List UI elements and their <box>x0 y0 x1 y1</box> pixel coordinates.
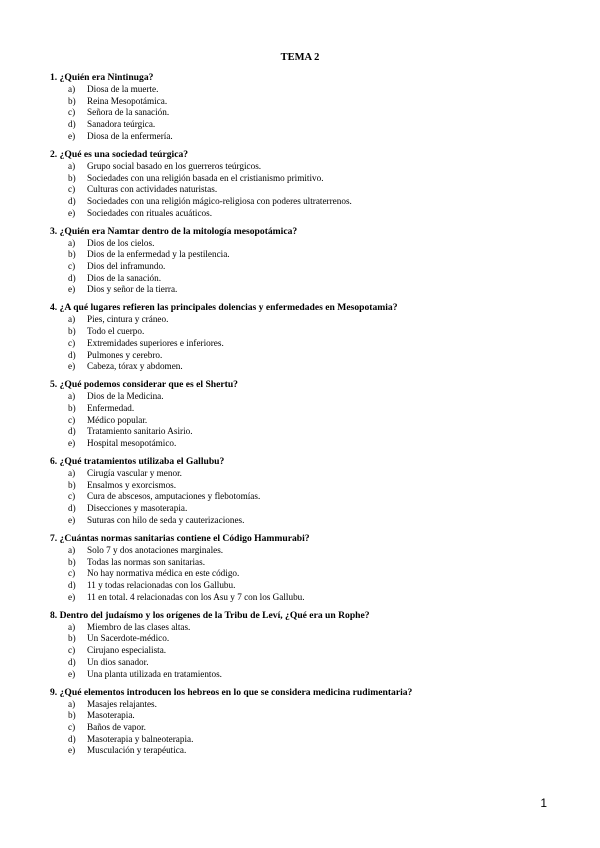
option-letter: e) <box>68 361 76 372</box>
option-letter: a) <box>68 84 76 94</box>
answer-option <box>50 699 570 711</box>
option-text: Sociedades con rituales acuáticos. <box>87 207 213 218</box>
answer-option <box>50 468 570 480</box>
answer-option <box>50 438 570 450</box>
question-block <box>50 149 570 220</box>
answer-options <box>50 622 570 681</box>
answer-option <box>50 273 570 285</box>
option-text: Señora de la sanación. <box>87 107 170 118</box>
option-text: Pies, cintura y cráneo. <box>87 314 169 325</box>
question-block <box>50 379 570 450</box>
option-letter: d) <box>68 733 76 744</box>
answer-option <box>50 184 570 196</box>
answer-option <box>50 722 570 734</box>
option-letter: d) <box>68 349 76 360</box>
question-block <box>50 533 570 604</box>
question-block <box>50 456 570 527</box>
option-letter: b) <box>68 633 76 644</box>
answer-option <box>50 173 570 185</box>
option-letter: d) <box>68 503 76 514</box>
answer-option <box>50 261 570 273</box>
option-letter: e) <box>68 130 76 141</box>
option-text: Masoterapia. <box>87 710 135 721</box>
option-text: Grupo social basado en los guerreros teúrgicos. <box>87 160 262 171</box>
option-letter: a) <box>68 160 76 171</box>
option-letter: c) <box>68 491 76 502</box>
document-title: TEMA 2 <box>280 52 320 63</box>
answer-option <box>50 403 570 415</box>
option-letter: a) <box>68 621 76 632</box>
option-text: Médico popular. <box>87 414 148 425</box>
option-letter: d) <box>68 195 76 206</box>
option-text: Pulmones y cerebro. <box>87 349 163 360</box>
option-text: Un dios sanador. <box>87 656 149 667</box>
option-letter: c) <box>68 337 76 348</box>
option-letter: a) <box>68 391 76 402</box>
answer-option <box>50 284 570 296</box>
option-letter: c) <box>68 645 76 656</box>
answer-options <box>50 84 570 143</box>
answer-option <box>50 161 570 173</box>
option-letter: a) <box>68 314 76 325</box>
answer-option <box>50 119 570 131</box>
answer-options <box>50 391 570 450</box>
option-text: No hay normativa médica en este código. <box>87 568 240 579</box>
option-text: Todas las normas son sanitarias. <box>87 556 206 567</box>
option-letter: e) <box>68 284 76 295</box>
option-text: Diosa de la muerte. <box>87 84 159 94</box>
answer-option <box>50 196 570 208</box>
option-text: Dios del inframundo. <box>87 261 166 272</box>
answer-option <box>50 592 570 604</box>
option-text: Cabeza, tórax y abdomen. <box>87 361 183 372</box>
option-letter: a) <box>68 544 76 555</box>
option-text: Cirujano especialista. <box>87 645 167 656</box>
question-block <box>50 302 570 373</box>
option-text: Sociedades con una religión basada en el cristianismo primitivo. <box>87 172 324 183</box>
question-text: 9. ¿Qué elementos introducen los hebreos en lo que se considera medicina rudimentaria? <box>50 686 413 698</box>
answer-options <box>50 699 570 758</box>
answer-option <box>50 568 570 580</box>
option-text: Culturas con actividades naturistas. <box>87 184 218 195</box>
answer-option <box>50 326 570 338</box>
option-letter: b) <box>68 402 76 413</box>
option-letter: e) <box>68 668 76 679</box>
option-text: Musculación y terapéutica. <box>87 745 187 756</box>
answer-option <box>50 515 570 527</box>
option-text: Un Sacerdote-médico. <box>87 633 170 644</box>
answer-option <box>50 580 570 592</box>
answer-option <box>50 361 570 373</box>
option-text: Tratamiento sanitario Asirio. <box>87 426 193 437</box>
question-block <box>50 226 570 297</box>
option-text: Dios de la Medicina. <box>87 391 164 402</box>
answer-option <box>50 131 570 143</box>
answer-option <box>50 480 570 492</box>
answer-option <box>50 107 570 119</box>
option-text: Todo el cuerpo. <box>87 326 145 337</box>
option-text: Diosa de la enfermería. <box>87 130 173 141</box>
option-text: Miembro de las clases altas. <box>87 621 191 632</box>
answer-option <box>50 633 570 645</box>
answer-option <box>50 208 570 220</box>
option-letter: d) <box>68 579 76 590</box>
option-letter: d) <box>68 272 76 283</box>
option-letter: a) <box>68 468 76 479</box>
option-letter: c) <box>68 568 76 579</box>
option-text: Dios de los cielos. <box>87 237 155 248</box>
question-list <box>50 72 570 763</box>
option-letter: d) <box>68 426 76 437</box>
option-text: Cura de abscesos, amputaciones y flebotomías. <box>87 491 261 502</box>
option-text: Enfermedad. <box>87 402 135 413</box>
question-text: 5. ¿Qué podemos considerar que es el Shertu? <box>50 379 238 391</box>
answer-option <box>50 96 570 108</box>
option-text: Solo 7 y dos anotaciones marginales. <box>87 544 224 555</box>
answer-option <box>50 545 570 557</box>
option-text: Disecciones y masoterapia. <box>87 503 188 514</box>
option-text: Sociedades con una religión mágico-religiosa con poderes ultraterrenos. <box>87 195 352 206</box>
option-text: Masajes relajantes. <box>87 698 157 709</box>
answer-options <box>50 468 570 527</box>
option-letter: b) <box>68 172 76 183</box>
option-text: 11 en total. 4 relacionadas con los Asu y 7 con los Gallubu. <box>87 591 305 602</box>
answer-option <box>50 622 570 634</box>
question-text: 1. ¿Quién era Nintinuga? <box>50 72 154 83</box>
option-letter: b) <box>68 710 76 721</box>
answer-option <box>50 491 570 503</box>
question-text: 8. Dentro del judaísmo y los orígenes de la Tribu de Leví, ¿Qué era un Rophe? <box>50 609 370 621</box>
answer-option <box>50 710 570 722</box>
answer-option <box>50 503 570 515</box>
answer-option <box>50 391 570 403</box>
answer-options <box>50 161 570 220</box>
option-text: Extremidades superiores e inferiores. <box>87 337 224 348</box>
answer-options <box>50 314 570 373</box>
answer-option <box>50 745 570 757</box>
answer-options <box>50 238 570 297</box>
option-letter: c) <box>68 414 76 425</box>
question-text: 4. ¿A qué lugares refieren las principales dolencias y enfermedades en Mesopotamia? <box>50 302 398 314</box>
question-block <box>50 72 570 143</box>
option-letter: b) <box>68 95 76 106</box>
option-text: Hospital mesopotámico. <box>87 438 177 449</box>
option-letter: c) <box>68 184 76 195</box>
option-letter: b) <box>68 556 76 567</box>
option-letter: e) <box>68 745 76 756</box>
answer-option <box>50 350 570 362</box>
answer-option <box>50 249 570 261</box>
option-text: Reina Mesopotámica. <box>87 95 168 106</box>
answer-option <box>50 84 570 96</box>
option-text: Dios y señor de la tierra. <box>87 284 178 295</box>
answer-option <box>50 426 570 438</box>
answer-options <box>50 545 570 604</box>
option-text: Dios de la enfermedad y la pestilencia. <box>87 249 230 260</box>
option-letter: c) <box>68 107 76 118</box>
option-letter: e) <box>68 438 76 449</box>
option-text: Baños de vapor. <box>87 721 146 732</box>
option-letter: e) <box>68 514 76 525</box>
answer-option <box>50 645 570 657</box>
option-text: Sanadora teúrgica. <box>87 119 156 130</box>
option-text: Cirugía vascular y menor. <box>87 468 182 479</box>
answer-option <box>50 338 570 350</box>
option-letter: e) <box>68 207 76 218</box>
option-letter: a) <box>68 237 76 248</box>
option-text: Dios de la sanación. <box>87 272 161 283</box>
option-letter: a) <box>68 698 76 709</box>
question-block <box>50 610 570 681</box>
option-text: Suturas con hilo de seda y cauterizaciones. <box>87 514 245 525</box>
page-number: 1 <box>540 796 547 810</box>
answer-option <box>50 557 570 569</box>
option-text: Una planta utilizada en tratamientos. <box>87 668 222 679</box>
answer-option <box>50 669 570 681</box>
option-text: 11 y todas relacionadas con los Gallubu. <box>87 579 236 590</box>
option-letter: b) <box>68 249 76 260</box>
answer-option <box>50 238 570 250</box>
option-letter: c) <box>68 721 76 732</box>
option-letter: d) <box>68 656 76 667</box>
question-block <box>50 687 570 758</box>
answer-option <box>50 415 570 427</box>
option-letter: c) <box>68 261 76 272</box>
option-letter: e) <box>68 591 76 602</box>
question-text: 2. ¿Qué es una sociedad teúrgica? <box>50 148 189 160</box>
question-text: 7. ¿Cuántas normas sanitarias contiene el Código Hammurabi? <box>50 532 310 544</box>
option-letter: d) <box>68 119 76 130</box>
answer-option <box>50 314 570 326</box>
option-letter: b) <box>68 479 76 490</box>
option-text: Masoterapia y balneoterapia. <box>87 733 194 744</box>
question-text: 3. ¿Quién era Namtar dentro de la mitología mesopotámica? <box>50 225 298 237</box>
question-text: 6. ¿Qué tratamientos utilizaba el Gallubu? <box>50 456 225 468</box>
option-text: Ensalmos y exorcismos. <box>87 479 177 490</box>
answer-option <box>50 657 570 669</box>
answer-option <box>50 734 570 746</box>
option-letter: b) <box>68 326 76 337</box>
